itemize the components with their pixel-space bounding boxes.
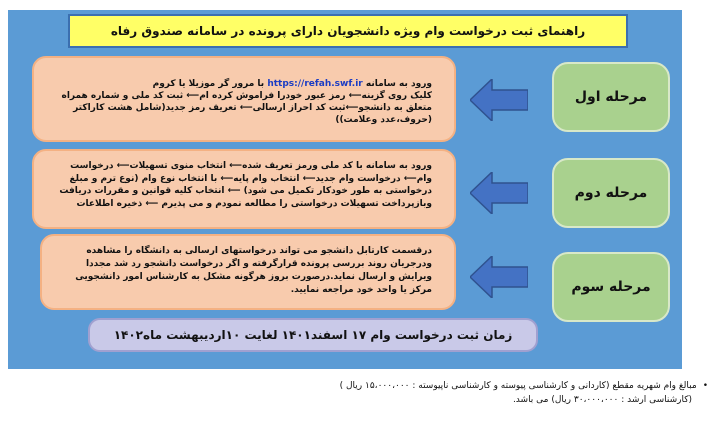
stage-2-instructions bbox=[32, 149, 456, 229]
deadline-banner: زمان ثبت درخواست وام ۱۷ اسفند۱۴۰۱ لغایت ۱۰اردیبهشت ماه۱۴۰۲ bbox=[88, 318, 538, 352]
stage-3-instructions bbox=[40, 234, 456, 310]
stage-3-label: مرحله سوم bbox=[552, 252, 670, 322]
left-arrow-icon bbox=[470, 256, 528, 298]
bullet-icon: • bbox=[702, 381, 708, 391]
note-line-1: مبالغ وام شهریه مقطع (کاردانی و کارشناسی پیوسته و کارشناسی ناپیوسته : ۱۵،۰۰۰،۰۰۰ ریال ) bbox=[339, 381, 697, 391]
left-arrow-icon bbox=[470, 172, 528, 214]
stage-1-text-rest: کلیک روی گزینه⟵ رمز عبور خودرا فراموش کرده ام⟵ ثبت کد ملی و شماره همراه متعلق به دانشجو⟵ثبت کد احراز ارسالی⟵ تعریف رمز جدید(شامل هشت کاراکتر (حروف،عدد وعلامت)) bbox=[61, 91, 432, 125]
stage-1-text-before-link: ورود به سامانه bbox=[365, 79, 432, 89]
stage-2-label: مرحله دوم bbox=[552, 158, 670, 228]
page-title: راهنمای ثبت درخواست وام ویژه دانشجویان دارای پرونده در سامانه صندوق رفاه bbox=[68, 14, 628, 48]
refah-link[interactable]: https://refah.swf.ir bbox=[267, 79, 363, 89]
stage-2-text: ورود به سامانه با کد ملی ورمز تعریف شده⟵ انتخاب منوی تسهیلات⟵ درخواست وام⟵ درخواست وام جدید⟵ انتخاب وام پایه⟵ با انتخاب نوع وام (نوع ترم و مبلغ درخواستی به طور خودکار تکمیل می شود) ⟵ انتخاب کلیه قوانین و مقررات دریافت وبازپرداخت تسهیلات درخواستی را مطالعه نمودم و می پذیرم ⟵ ذخیره اطلاعات bbox=[59, 161, 432, 209]
left-arrow-icon bbox=[470, 79, 528, 121]
stage-3-text: درقسمت کارتابل دانشجو می تواند درخواستهای ارسالی به دانشگاه را مشاهده ودرجریان روند بررسی پرونده قرارگرفته و اگر درخواست دانشجو رد شد مجددا ویرایش و ارسال نماید.درصورت بروز هرگونه مشکل به کارشناس امور دانشجویی مرکز یا واحد خود مراجعه نمایید. bbox=[75, 246, 432, 295]
loan-amount-note bbox=[188, 379, 708, 407]
stage-1-text-after-link: با مرور گر موزیلا یا کروم bbox=[152, 79, 265, 89]
stage-1-instructions bbox=[32, 56, 456, 142]
stage-1-label: مرحله اول bbox=[552, 62, 670, 132]
note-line-2: (کارشناسی ارشد : ۳۰،۰۰۰،۰۰۰ ریال) می باشد. bbox=[512, 395, 692, 405]
